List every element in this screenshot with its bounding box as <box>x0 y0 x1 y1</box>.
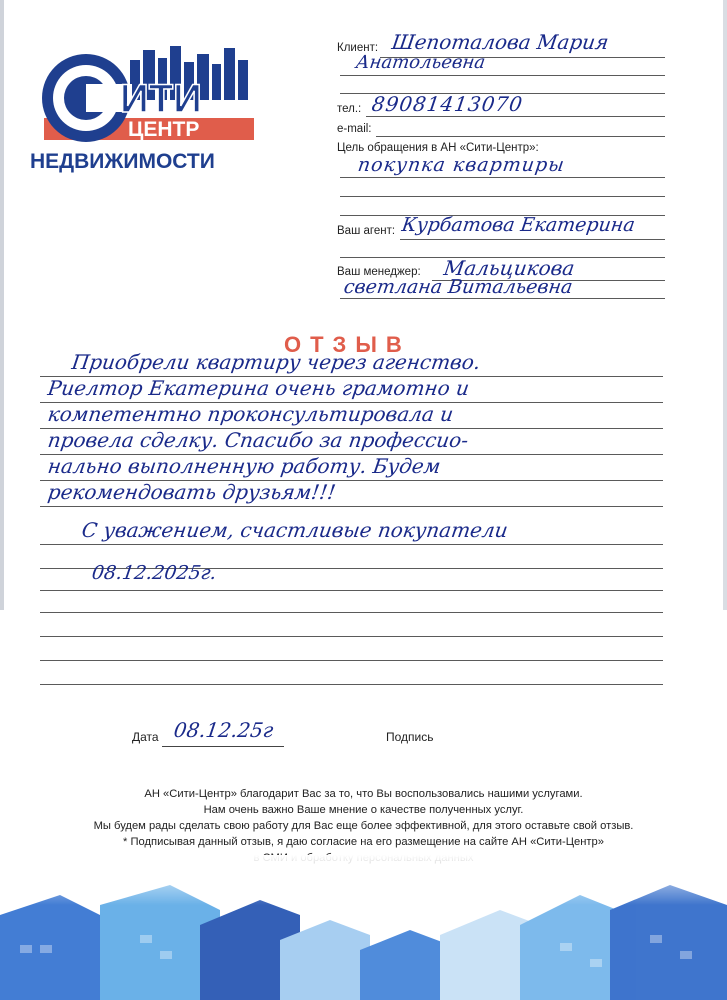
purpose-label: Цель обращения в АН «Сити-Центр»: <box>337 142 539 154</box>
manager-label: Ваш менеджер: <box>337 266 421 278</box>
client-value-line2: Анатольевна <box>354 52 487 73</box>
footer-text <box>30 786 697 866</box>
phone-value: 89081413070 <box>370 92 525 116</box>
client-label: Клиент: <box>337 42 379 54</box>
company-logo <box>30 40 260 180</box>
review-rule-13 <box>40 684 663 685</box>
date-value: 08.12.25г <box>172 718 275 742</box>
footer-line-1: АН «Сити-Центр» благодарит Вас за то, что Вы воспользовались нашими услугами. <box>144 788 583 800</box>
review-rule-11 <box>40 636 663 637</box>
agent-value: Курбатова Екатерина <box>400 214 637 236</box>
city-skyline-decoration <box>0 855 727 1000</box>
footer-line-2: Нам очень важно Ваше мнение о качестве полученных услуг. <box>203 804 524 816</box>
logo-word3: НЕДВИЖИМОСТИ <box>30 150 215 173</box>
logo-word2: ЦЕНТР <box>128 118 200 141</box>
review-rule-12 <box>40 660 663 661</box>
phone-label: тел.: <box>337 103 362 115</box>
review-line-3: компетентно проконсультировала и <box>46 402 455 426</box>
purpose-value: покупка квартиры <box>356 154 567 176</box>
email-line <box>376 136 665 137</box>
date-line <box>162 746 284 747</box>
purpose-line-2 <box>340 196 665 197</box>
review-rule-7 <box>40 544 663 545</box>
review-line-5: нально выполненную работу. Будем <box>46 454 443 478</box>
signature-label: Подпись <box>386 730 434 744</box>
review-line-1: Приобрели квартиру через агенство. <box>70 350 483 374</box>
review-line-6: рекомендовать друзьям!!! <box>46 480 338 504</box>
manager-value-line2: светлана Витальевна <box>342 276 574 298</box>
email-label: e-mail: <box>337 123 372 135</box>
review-heading: ОТЗЫВ <box>284 332 411 357</box>
review-rule-9 <box>40 590 663 591</box>
phone-line <box>366 116 665 117</box>
agent-label: Ваш агент: <box>337 225 396 237</box>
review-line-8: 08.12.2025г. <box>90 562 218 584</box>
date-label: Дата <box>132 730 159 744</box>
footer-line-3: Мы будем рады сделать свою работу для Вас еще более эффективной, для этого оставьте свой отзыв. <box>93 820 634 832</box>
client-line-2 <box>340 75 665 76</box>
review-line-2: Риелтор Екатерина очень грамотно и <box>46 376 471 400</box>
review-line-7: С уважением, счастливые покупатели <box>80 518 510 542</box>
review-line-4: провела сделку. Спасибо за профессио- <box>46 428 470 452</box>
agent-line <box>400 239 665 240</box>
scan-edge-right <box>723 0 727 610</box>
review-rule-10 <box>40 612 663 613</box>
client-value-line1: Шепоталова Мария <box>390 30 611 54</box>
footer-line-4: * Подписывая данный отзыв, я даю согласие на его размещение на сайте АН «Сити-Центр» <box>123 836 604 848</box>
purpose-line-1 <box>340 177 665 178</box>
scan-edge-left <box>0 0 4 610</box>
review-rule-6 <box>40 506 663 507</box>
manager-line-2 <box>340 298 665 299</box>
manager-value-line1: Мальцикова <box>442 256 577 280</box>
logo-word1: ИТИ <box>120 77 202 121</box>
